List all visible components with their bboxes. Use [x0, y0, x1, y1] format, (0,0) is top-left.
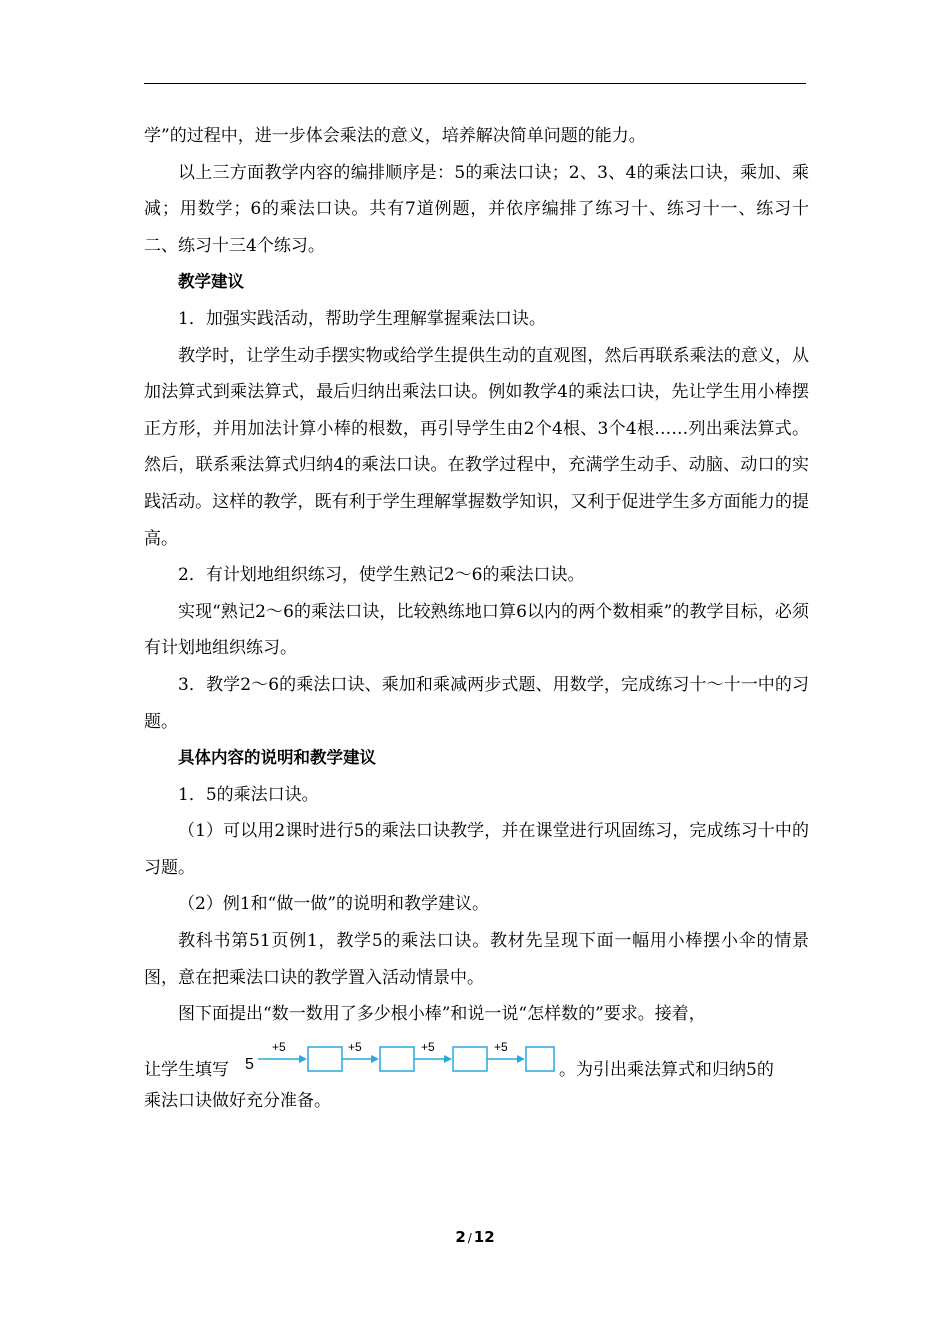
answer-box — [308, 1047, 342, 1071]
total-pages: 12 — [473, 1228, 495, 1246]
paragraph: 2．有计划地组织练习，使学生熟记2～6的乘法口诀。 — [178, 565, 585, 586]
paragraph: 教学时，让学生动手摆实物或给学生提供生动的直观图，然后再联系乘法的意义，从加法算式到乘法算式，最后归纳出乘法口诀。例如教学4的乘法口诀，先让学生用小棒摆正方形，并用加法计算小棒的根数，再引导学生由2个4根、3个4根……列出乘法算式。然后，联系乘法算式归纳4的乘法口诀。在教学过程中，充满学生动手、动脑、动口的实践活动。这样的教学，既有利于学生理解掌握数学知识，又利于促进学生多方面能力的提高。 — [144, 345, 809, 549]
answer-box — [453, 1047, 487, 1071]
figure-step-label: +5 — [421, 1039, 435, 1054]
paragraph: 实现“熟记2～6的乘法口诀，比较熟练地口算6以内的两个数相乘”的教学目标，必须有计划地组织练习。 — [144, 601, 809, 659]
figure-line — [144, 1039, 809, 1083]
paragraph: 1．加强实践活动，帮助学生理解掌握乘法口诀。 — [178, 308, 546, 329]
document-body — [144, 118, 809, 1119]
skip-count-figure — [244, 1033, 556, 1081]
section-heading: 教学建议 — [178, 272, 244, 292]
figure-step-label: +5 — [348, 1039, 362, 1054]
paragraph: 图下面提出“数一数用了多少根小棒”和说一说“怎样数的”要求。接着， — [178, 1004, 706, 1025]
paragraph: 乘法口诀做好充分准备。 — [144, 1090, 331, 1111]
header-rule — [144, 83, 806, 84]
paragraph: （1）可以用2课时进行5的乘法口诀教学，并在课堂进行巩固练习，完成练习十中的习题。 — [144, 821, 809, 878]
paragraph: 3．教学2～6的乘法口诀、乘加和乘减两步式题、用数学，完成练习十～十一中的习题。 — [144, 674, 809, 732]
section-heading: 具体内容的说明和教学建议 — [178, 748, 376, 768]
figure-start-number: 5 — [245, 1055, 254, 1073]
answer-box — [380, 1047, 414, 1071]
figure-step-label: +5 — [272, 1039, 286, 1054]
paragraph-trail: 。为引出乘法算式和归纳5的 — [559, 1059, 774, 1080]
figure-step-label: +5 — [494, 1039, 508, 1054]
current-page: 2 — [455, 1228, 466, 1246]
paragraph: （2）例1和“做一做”的说明和教学建议。 — [178, 894, 490, 915]
paragraph-lead: 让学生填写 — [144, 1059, 229, 1080]
paragraph: 教科书第51页例1，教学5的乘法口诀。教材先呈现下面一幅用小棒摆小伞的情景图，意在把乘法口诀的教学置入活动情景中。 — [144, 931, 809, 988]
paragraph: 学”的过程中，进一步体会乘法的意义，培养解决简单问题的能力。 — [144, 126, 646, 146]
page-separator: / — [467, 1231, 472, 1245]
answer-box — [526, 1047, 554, 1071]
page-number — [0, 1228, 950, 1246]
paragraph: 以上三方面教学内容的编排顺序是：5的乘法口诀；2、3、4的乘法口诀，乘加、乘减；用数学；6的乘法口诀。共有7道例题，并依序编排了练习十、练习十一、练习十二、练习十三4个练习。 — [144, 162, 809, 256]
paragraph: 1．5的乘法口诀。 — [178, 784, 319, 805]
